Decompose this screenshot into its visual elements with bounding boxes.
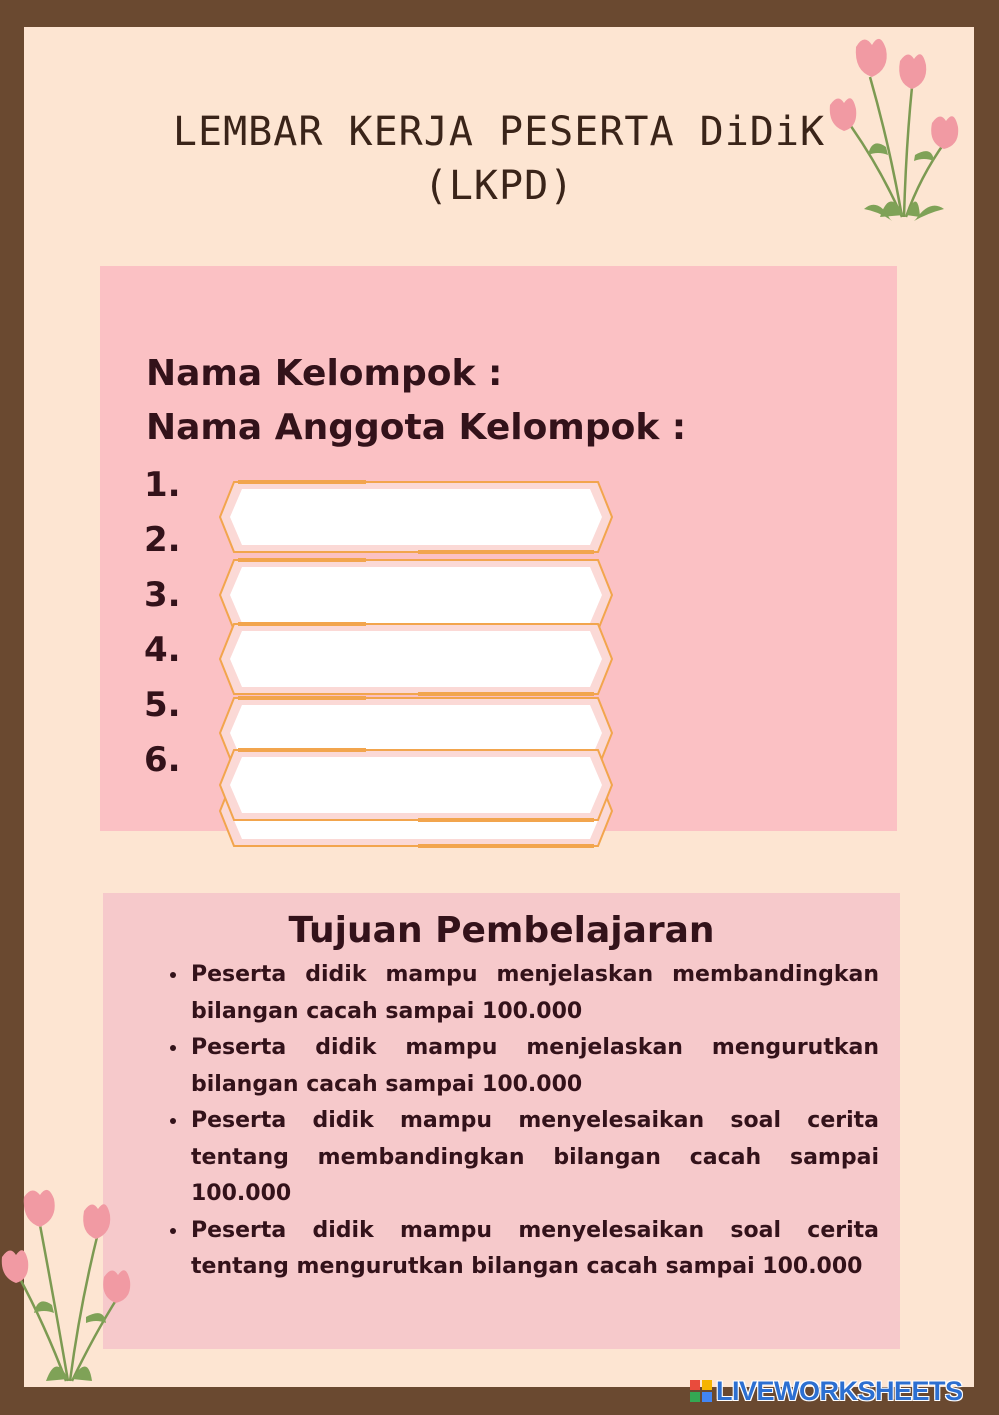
member-name-field-6[interactable]	[218, 748, 614, 822]
learning-objectives-panel	[103, 893, 900, 1349]
member-number-1: 1.	[144, 465, 181, 505]
liveworksheets-logo-icon	[690, 1380, 712, 1402]
objective-item: • Peserta didik mampu menjelaskan mengurutkan bilangan cacah sampai 100.000	[189, 1030, 879, 1103]
liveworksheets-brand[interactable]	[690, 1376, 963, 1406]
worksheet-page	[24, 27, 974, 1387]
member-name-field-3[interactable]	[218, 622, 614, 696]
liveworksheets-wordmark: LIVEWORKSHEETS	[716, 1375, 963, 1406]
group-info-panel	[100, 266, 897, 831]
tulip-bouquet-icon	[0, 1185, 150, 1385]
member-number-2: 2.	[144, 520, 181, 560]
members-label: Nama Anggota Kelompok :	[146, 407, 687, 448]
learning-objectives-title: Tujuan Pembelajaran	[288, 910, 715, 951]
worksheet-title-line1: LEMBAR KERJA PESERTA DiDiK	[172, 109, 826, 155]
worksheet-title-line2: (LKPD)	[423, 163, 575, 209]
member-name-field-2[interactable]	[218, 558, 614, 632]
group-name-label: Nama Kelompok :	[146, 353, 503, 394]
member-number-3: 3.	[144, 575, 181, 615]
tulip-bouquet-icon	[820, 27, 974, 227]
objective-item: • Peserta didik mampu menjelaskan membandingkan bilangan cacah sampai 100.000	[189, 957, 879, 1030]
objective-item: • Peserta didik mampu menyelesaikan soal cerita tentang membandingkan bilangan cacah sampai 100.000	[189, 1103, 879, 1213]
member-number-4: 4.	[144, 630, 181, 670]
member-number-6: 6.	[144, 740, 181, 780]
learning-objectives-list	[163, 957, 879, 1286]
member-number-5: 5.	[144, 685, 181, 725]
objective-item: • Peserta didik mampu menyelesaikan soal cerita tentang mengurutkan bilangan cacah sampai 100.000	[189, 1213, 879, 1286]
member-name-field-1[interactable]	[218, 480, 614, 554]
